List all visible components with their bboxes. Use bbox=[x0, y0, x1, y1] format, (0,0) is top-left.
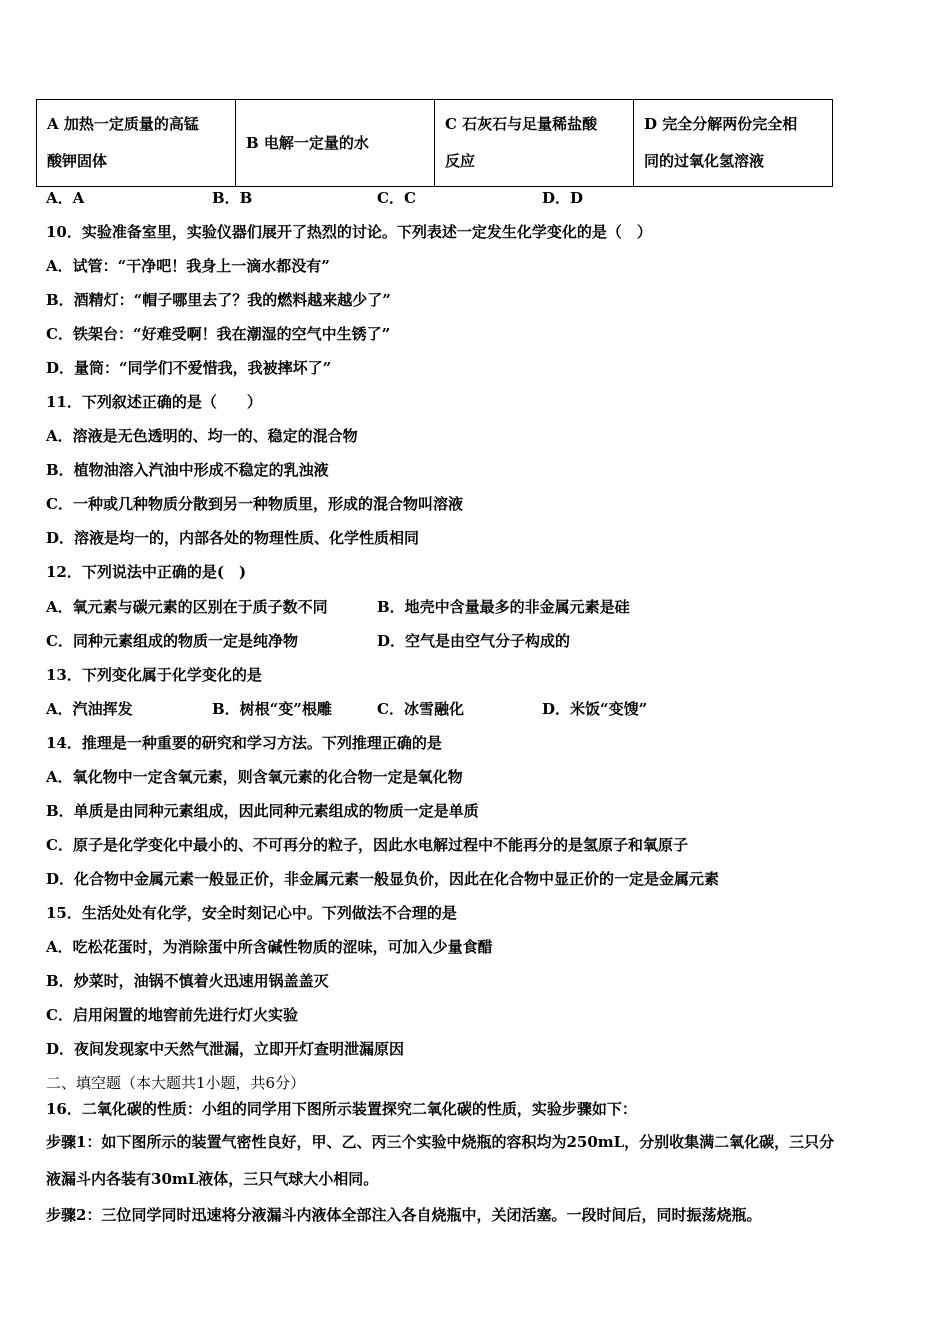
q12-stem: 12．下列说法中正确的是( ) bbox=[46, 563, 247, 581]
option-cell-a bbox=[37, 100, 236, 187]
q15-option-c: C．启用闲置的地窖前先进行灯火实验 bbox=[46, 1006, 298, 1024]
q13-stem: 13．下列变化属于化学变化的是 bbox=[46, 666, 262, 684]
option-cell-b bbox=[236, 100, 435, 187]
option-cell-c-line2: 反应 bbox=[445, 152, 476, 170]
q14-option-a: A．氧化物中一定含氧元素，则含氧元素的化合物一定是氧化物 bbox=[46, 768, 463, 786]
q13-option-c: C．冰雪融化 bbox=[377, 700, 464, 718]
q10-option-c: C．铁架台：“好难受啊！我在潮湿的空气中生锈了” bbox=[46, 325, 391, 343]
q11-option-b: B．植物油溶入汽油中形成不稳定的乳浊液 bbox=[46, 461, 329, 479]
q9-option-a: A．A bbox=[46, 189, 85, 207]
q14-stem: 14．推理是一种重要的研究和学习方法。下列推理正确的是 bbox=[46, 734, 442, 752]
q15-option-d: D．夜间发现家中天然气泄漏，立即开灯查明泄漏原因 bbox=[46, 1040, 405, 1058]
q11-stem: 11．下列叙述正确的是（ ） bbox=[46, 393, 262, 411]
q15-stem: 15．生活处处有化学，安全时刻记心中。下列做法不合理的是 bbox=[46, 904, 457, 922]
q16-step1-line2: 液漏斗内各装有30mL液体，三只气球大小相同。 bbox=[46, 1170, 379, 1188]
option-cell-b-line1: B 电解一定量的水 bbox=[246, 133, 369, 152]
q15-option-b: B．炒菜时，油锅不慎着火迅速用锅盖盖灭 bbox=[46, 972, 329, 990]
option-cell-c-line1: C 石灰石与足量稀盐酸 bbox=[445, 115, 598, 133]
q10-option-a: A．试管：“干净吧！我身上一滴水都没有” bbox=[46, 257, 330, 275]
q10-stem: 10．实验准备室里，实验仪器们展开了热烈的讨论。下列表述一定发生化学变化的是（ ） bbox=[46, 223, 652, 241]
q9-option-c: C．C bbox=[377, 189, 416, 207]
q14-option-c: C．原子是化学变化中最小的、不可再分的粒子，因此水电解过程中不能再分的是氢原子和氧原子 bbox=[46, 836, 688, 854]
q10-option-d: D．量筒：“同学们不爱惜我，我被摔坏了” bbox=[46, 359, 332, 377]
option-cell-c bbox=[435, 100, 634, 187]
q13-option-a: A．汽油挥发 bbox=[46, 700, 133, 718]
q12-option-b: B．地壳中含量最多的非金属元素是硅 bbox=[377, 598, 630, 616]
option-cell-a-line2: 酸钾固体 bbox=[47, 152, 108, 170]
q10-option-b: B．酒精灯：“帽子哪里去了？我的燃料越来越少了” bbox=[46, 291, 391, 309]
q15-option-a: A．吃松花蛋时，为消除蛋中所含碱性物质的涩味，可加入少量食醋 bbox=[46, 938, 493, 956]
section-2-heading: 二、填空题（本大题共1小题，共6分） bbox=[46, 1074, 306, 1092]
option-cell-d-line1: D 完全分解两份完全相 bbox=[644, 115, 798, 133]
q12-option-a: A．氧元素与碳元素的区别在于质子数不同 bbox=[46, 598, 328, 616]
q12-option-d: D．空气是由空气分子构成的 bbox=[377, 632, 571, 650]
option-cell-d bbox=[634, 100, 833, 187]
q11-option-d: D．溶液是均一的，内部各处的物理性质、化学性质相同 bbox=[46, 529, 420, 547]
q12-option-c: C．同种元素组成的物质一定是纯净物 bbox=[46, 632, 298, 650]
option-cell-a-line1: A 加热一定质量的高锰 bbox=[47, 115, 199, 133]
q14-option-b: B．单质是由同种元素组成，因此同种元素组成的物质一定是单质 bbox=[46, 802, 479, 820]
options-table bbox=[36, 99, 833, 187]
q13-option-d: D．米饭“变馊” bbox=[542, 700, 648, 718]
q9-option-d: D．D bbox=[542, 189, 584, 207]
q16-step1-line1: 步骤1：如下图所示的装置气密性良好，甲、乙、丙三个实验中烧瓶的容积均为250mL，分别收集满二氧化碳，三只分 bbox=[46, 1133, 835, 1151]
q13-option-b: B．树根“变”根雕 bbox=[212, 700, 332, 718]
q16-stem: 16．二氧化碳的性质：小组的同学用下图所示装置探究二氧化碳的性质，实验步骤如下： bbox=[46, 1100, 637, 1118]
q11-option-a: A．溶液是无色透明的、均一的、稳定的混合物 bbox=[46, 427, 358, 445]
q9-option-b: B．B bbox=[212, 189, 253, 207]
q11-option-c: C．一种或几种物质分散到另一种物质里，形成的混合物叫溶液 bbox=[46, 495, 463, 513]
q14-option-d: D．化合物中金属元素一般显正价，非金属元素一般显负价，因此在化合物中显正价的一定是金属元素 bbox=[46, 870, 720, 888]
q16-step2: 步骤2：三位同学同时迅速将分液漏斗内液体全部注入各自烧瓶中，关闭活塞。一段时间后，同时振荡烧瓶。 bbox=[46, 1206, 762, 1224]
option-cell-d-line2: 同的过氧化氢溶液 bbox=[644, 152, 765, 170]
